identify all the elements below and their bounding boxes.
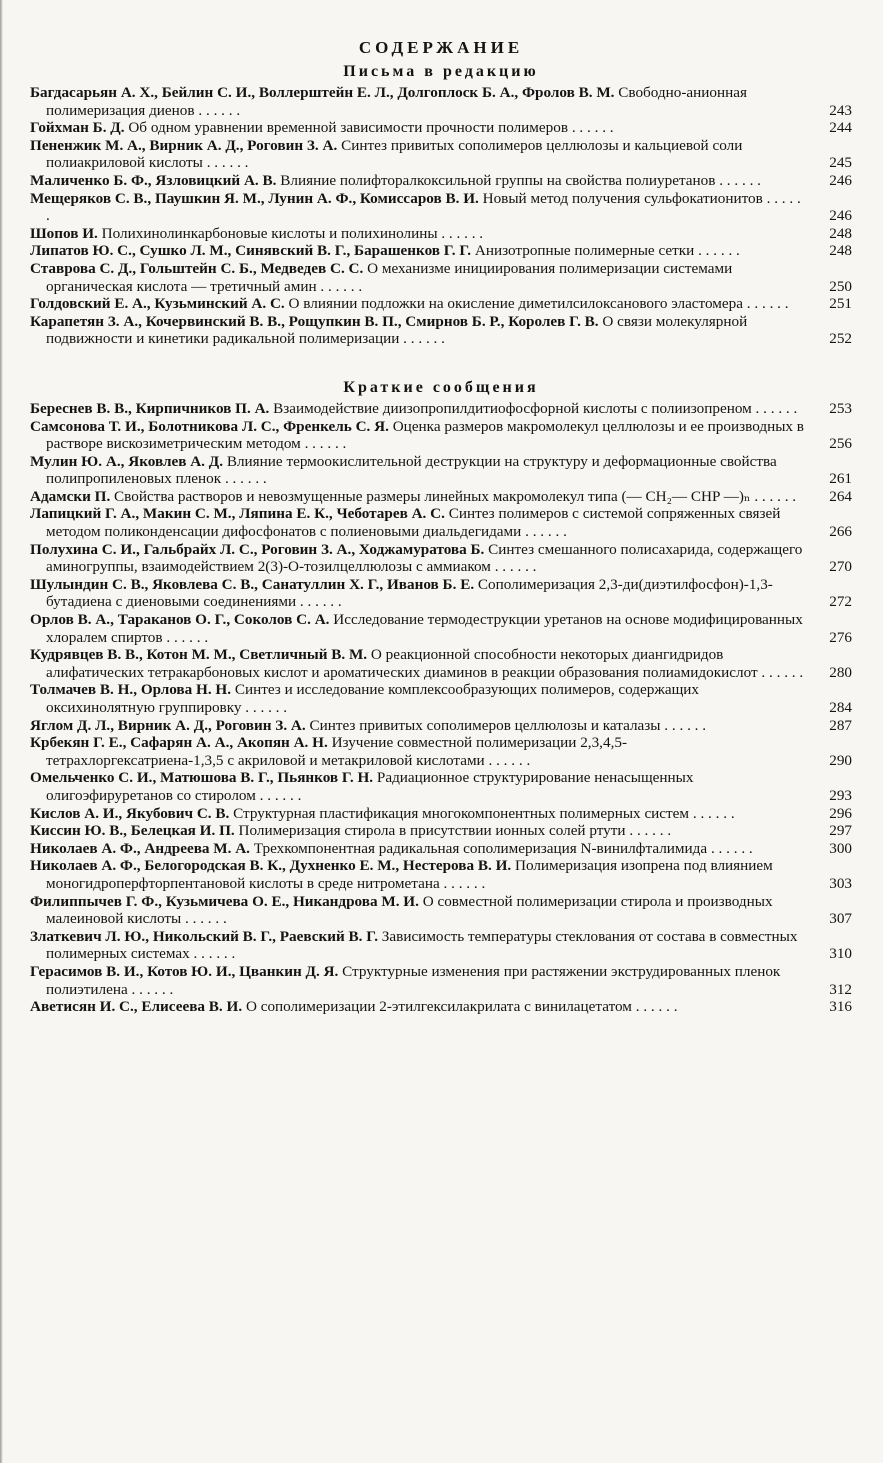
toc-entry-title: Сополимеризация 2,3-ди(диэтилфосфон)-1,3-бутадиена с диеновыми соединениями xyxy=(46,575,773,611)
toc-entry-page-number: 287 xyxy=(829,716,852,734)
toc-entry-text xyxy=(30,822,804,840)
toc-entry-text xyxy=(30,172,804,190)
toc-entry-text xyxy=(30,805,804,823)
toc-entry-authors: Багдасарьян А. Х., Бейлин С. И., Воллерштейн Е. Л., Долгоплоск Б. А., Фролов В. М. xyxy=(30,84,615,101)
toc-entry-title: Зависимость температуры стеклования от состава в совместных полимерных системах xyxy=(46,927,798,963)
toc-entry-page-number: 261 xyxy=(829,470,852,488)
toc-entry-authors: Яглом Д. Л., Вирник А. Д., Роговин З. А. xyxy=(30,716,306,734)
toc-entry-page-number: 316 xyxy=(829,998,852,1016)
toc-entry-text xyxy=(30,400,804,418)
toc-entry xyxy=(30,260,852,295)
toc-entry-title: Трехкомпонентная радикальная сополимеризация N-винилфталимида xyxy=(253,839,708,857)
toc-entry-page-number: 272 xyxy=(829,593,852,611)
toc-entry-dot-leader: . . . . . . xyxy=(189,945,236,963)
toc-entry-title: Радиационное структурирование ненасыщенных олигоэфируретанов со стиролом xyxy=(46,769,694,804)
toc-entry-authors: Адамски П. xyxy=(30,487,111,505)
toc-entry xyxy=(30,418,852,453)
toc-entry-title: Полимеризация стирола в присутствии ионных солей ртути xyxy=(238,822,626,840)
toc-entry-text xyxy=(30,260,804,295)
section-gap xyxy=(30,348,852,376)
toc-entry-authors: Николаев А. Ф., Белогородская В. К., Духненко Е. М., Нестерова В. И. xyxy=(30,857,512,875)
toc-entry xyxy=(30,84,852,119)
toc-entry-title: О влиянии подложки на окисление диметилсилоксанового эластомера xyxy=(288,295,743,313)
toc-entry-title: Новый метод получения сульфокатионитов xyxy=(482,189,763,207)
toc-heading: СОДЕРЖАНИЕ xyxy=(358,38,524,57)
toc-entry-dot-leader: . . . . . . xyxy=(484,751,531,769)
toc-entry-authors: Омельченко С. И., Матюшова В. Г., Пьянков Г. Н. xyxy=(30,769,374,787)
toc-entry-authors: Мещеряков С. В., Паушкин Я. М., Лунин А. Ф., Комиссаров В. И. xyxy=(30,189,479,207)
toc-entry-text xyxy=(30,611,804,646)
toc-entry-dot-leader: . . . . . . xyxy=(316,277,363,295)
toc-entry-authors: Шопов И. xyxy=(30,224,98,242)
toc-entry-authors: Мулин Ю. А., Яковлев А. Д. xyxy=(30,452,224,470)
toc-entry-dot-leader: . . . . . . xyxy=(255,786,302,804)
toc-entry-text xyxy=(30,242,804,260)
toc-entry-title: О механизме инициирования полимеризации системами органическая кислота — третичный амин xyxy=(46,259,733,295)
toc-entry-authors: Самсонова Т. И., Болотникова Л. С., Френкель С. Я. xyxy=(30,417,389,435)
toc-entry xyxy=(30,769,852,804)
toc-entry-authors: Карапетян З. А., Кочервинский В. В., Рощупкин В. П., Смирнов Б. Р., Королев Г. В. xyxy=(30,312,599,330)
toc-entry xyxy=(30,119,852,137)
toc-entry-dot-leader: . . . . . . xyxy=(568,119,614,137)
toc-entry-dot-leader: . . . . . . xyxy=(751,399,798,417)
toc-entry-authors: Лапицкий Г. А., Макин С. М., Ляпина Е. К., Чеботарев А. С. xyxy=(30,505,445,523)
toc-entry-dot-leader: . . . . . . xyxy=(162,628,209,646)
toc-entry-text xyxy=(30,717,804,735)
toc-entry-dot-leader: . . . . . . xyxy=(296,593,342,611)
toc-entry-authors: Гойхман Б. Д. xyxy=(30,119,125,137)
toc-entry-text xyxy=(30,84,804,119)
toc-entry xyxy=(30,646,852,681)
toc-entry-page-number: 244 xyxy=(829,119,852,137)
toc-entry-title: Влияние полифторалкоксильной группы на свойства полиуретанов xyxy=(280,171,716,189)
toc-entry xyxy=(30,190,852,225)
toc-entry-dot-leader: . . . . . . xyxy=(625,822,672,840)
toc-entry xyxy=(30,137,852,172)
toc-entry xyxy=(30,734,852,769)
toc-entry-dot-leader: . . . . . . xyxy=(490,558,537,576)
toc-entry-dot-leader: . . . . . . xyxy=(631,998,678,1016)
toc-entry-text xyxy=(30,857,804,892)
toc-entry-dot-leader: . . . . . . xyxy=(181,910,227,928)
toc-entry-text xyxy=(30,119,804,137)
toc-entry-authors: Николаев А. Ф., Андреева М. А. xyxy=(30,839,250,857)
toc-entry-dot-leader: . . . . . . xyxy=(689,804,735,822)
section-title: Письма в редакцию xyxy=(343,63,539,80)
toc-entry-title: Влияние термоокислительной деструкции на структуру и деформационные свойства полипропиленовых пленок xyxy=(46,452,777,488)
toc-entry-page-number: 307 xyxy=(829,910,852,928)
toc-page xyxy=(30,36,852,1016)
toc-entry-title: Взаимодействие диизопропилдитиофосфорной кислоты с полиизопреном xyxy=(273,399,752,417)
toc-entry-text xyxy=(30,313,804,348)
toc-entry-dot-leader: . . . . . . xyxy=(521,523,567,541)
toc-entry-text xyxy=(30,928,804,963)
toc-entry-authors: Пененжик М. А., Вирник А. Д., Роговин З. А. xyxy=(30,136,338,154)
toc-entry-title: Полимеризация изопрена под влиянием моногидроперфторпентановой кислоты в среде нитрометана xyxy=(46,857,773,892)
toc-entry-dot-leader: . . . . . . xyxy=(399,330,445,348)
toc-entry-authors: Толмачев В. Н., Орлова Н. Н. xyxy=(30,681,232,699)
toc-entry xyxy=(30,488,852,506)
toc-entry-authors: Крбекян Г. Е., Сафарян А. А., Акопян А. Н. xyxy=(30,734,328,752)
toc-entry-page-number: 252 xyxy=(829,330,852,348)
toc-entry-text xyxy=(30,488,804,506)
toc-entry-page-number: 251 xyxy=(829,295,852,313)
toc-entry xyxy=(30,505,852,540)
toc-entry-page-number: 264 xyxy=(829,487,852,505)
toc-entry-page-number: 250 xyxy=(829,277,852,295)
toc-entry-authors: Полухина С. И., Гальбрайх Л. С., Роговин З. А., Ходжамуратова Б. xyxy=(30,540,485,558)
toc-entry xyxy=(30,541,852,576)
toc-sections xyxy=(30,60,852,1016)
toc-entry-page-number: 246 xyxy=(829,171,852,189)
toc-entry-page-number: 256 xyxy=(829,435,852,453)
toc-entry-page-number: 253 xyxy=(829,399,852,417)
toc-entry-page-number: 300 xyxy=(829,839,852,857)
toc-entry-authors: Кислов А. И., Якубович С. В. xyxy=(30,804,230,822)
toc-entry xyxy=(30,400,852,418)
toc-entry-text xyxy=(30,137,804,172)
toc-entry xyxy=(30,313,852,348)
toc-entry-authors: Маличенко Б. Ф., Язловицкий А. В. xyxy=(30,171,277,189)
toc-entry-title: Исследование термодеструкции уретанов на основе модифицированных хлоралем спиртов xyxy=(46,611,803,646)
toc-entry-text xyxy=(30,893,804,928)
toc-entry-page-number: 248 xyxy=(829,224,852,242)
toc-entry-text xyxy=(30,646,804,681)
toc-entry xyxy=(30,576,852,611)
toc-entry-title: Свойства растворов и невозмущенные размеры линейных макромолекул типа (— CH₂— CHP —)ₙ xyxy=(114,487,751,505)
toc-entry xyxy=(30,805,852,823)
toc-entry-authors: Киссин Ю. В., Белецкая И. П. xyxy=(30,822,235,840)
toc-entry-dot-leader: . . . . . . xyxy=(241,699,288,716)
toc-entry-text xyxy=(30,734,804,769)
toc-entry xyxy=(30,840,852,858)
toc-entry xyxy=(30,172,852,190)
toc-entry-title: Синтез и исследование комплексообразующих полимеров, содержащих оксихинолятную группировку xyxy=(46,681,700,716)
toc-entry-page-number: 312 xyxy=(829,980,852,998)
toc-entry-title: О связи молекулярной подвижности и кинетики радикальной полимеризации xyxy=(46,312,748,348)
toc-entry xyxy=(30,681,852,716)
toc-entry-page-number: 310 xyxy=(829,945,852,963)
toc-entry xyxy=(30,611,852,646)
toc-entry-dot-leader: . . . . . . xyxy=(221,470,267,488)
toc-entry-authors: Береснев В. В., Кирпичников П. А. xyxy=(30,399,270,417)
toc-entry-title: Изучение совместной полимеризации 2,3,4,5-тетрахлоргексатриена-1,3,5 с акриловой и метакриловой кислотами xyxy=(46,734,628,769)
toc-entry-dot-leader: . . . . . . xyxy=(439,874,486,892)
toc-entry-page-number: 245 xyxy=(829,154,852,172)
toc-entry-authors: Кудрявцев В. В., Котон М. М., Светличный В. М. xyxy=(30,646,368,664)
toc-entry-dot-leader: . . . . . . xyxy=(750,487,797,505)
toc-entry-text xyxy=(30,998,804,1016)
toc-entry-text xyxy=(30,576,804,611)
toc-entry-page-number: 248 xyxy=(829,242,852,260)
toc-entry-dot-leader: . . . . . . xyxy=(437,224,484,242)
toc-entry-text xyxy=(30,963,804,998)
toc-entry xyxy=(30,893,852,928)
toc-entry-page-number: 266 xyxy=(829,523,852,541)
toc-entry-page-number: 246 xyxy=(829,207,852,225)
toc-entry-page-number: 284 xyxy=(829,699,852,716)
toc-entry-authors: Липатов Ю. С., Сушко Л. М., Синявский В. Г., Барашенков Г. Г. xyxy=(30,242,472,260)
toc-entry-page-number: 243 xyxy=(829,101,852,119)
toc-entry-text xyxy=(30,190,804,225)
toc-entry-title: Синтез полимеров с системой сопряженных связей методом поликонденсации дифосфонатов с полиеновыми диальдегидами xyxy=(46,505,781,541)
toc-entry-dot-leader: . . . . . . xyxy=(707,839,753,857)
toc-entry-authors: Филиппычев Г. Ф., Кузьмичева О. Е., Никандрова М. И. xyxy=(30,892,419,910)
toc-entry-title: Синтез привитых сополимеров целлюлозы и кальциевой соли полиакриловой кислоты xyxy=(46,136,743,172)
toc-entry-dot-leader: . . . . . . xyxy=(202,154,249,172)
toc-entry-dot-leader: . . . . . . xyxy=(46,189,801,225)
toc-entry-dot-leader: . . . . . . xyxy=(660,716,707,734)
toc-entry-title: Полихинолинкарбоновые кислоты и полихинолины xyxy=(101,224,438,242)
scan-edge-shadow xyxy=(0,0,3,1463)
toc-entry-authors: Шулындин С. В., Яковлева С. В., Санатуллин Х. Г., Иванов Б. Е. xyxy=(30,575,475,593)
toc-entry-authors: Орлов В. А., Тараканов О. Г., Соколов С. А. xyxy=(30,611,330,629)
toc-entry-dot-leader: . . . . . . xyxy=(300,435,347,453)
toc-entry-title: Синтез привитых сополимеров целлюлозы и каталазы xyxy=(309,716,661,734)
toc-entry xyxy=(30,963,852,998)
toc-entry xyxy=(30,295,852,313)
toc-entry-page-number: 303 xyxy=(829,874,852,892)
toc-entry-title: О совместной полимеризации стирола и производных малеиновой кислоты xyxy=(46,892,773,928)
toc-entry-dot-leader: . . . . . . xyxy=(757,663,804,681)
toc-entry-title: Оценка размеров макромолекул целлюлозы и ее производных в растворе вискозиметрическим методом xyxy=(46,417,804,453)
toc-entry-page-number: 290 xyxy=(829,751,852,769)
toc-entry-text xyxy=(30,840,804,858)
toc-entry-title: О сополимеризации 2-этилгексилакрилата с винилацетатом xyxy=(245,998,632,1016)
toc-entry-page-number: 280 xyxy=(829,663,852,681)
toc-entry xyxy=(30,453,852,488)
toc-entry-title: Об одном уравнении временной зависимости прочности полимеров xyxy=(128,119,569,137)
toc-entry-page-number: 270 xyxy=(829,558,852,576)
toc-entry-title: Синтез смешанного полисахарида, содержащего аминогруппы, взаимодействием 2(3)-О-тозилцеллюлозы с аммиаком xyxy=(46,540,803,576)
toc-entry-text xyxy=(30,769,804,804)
toc-entry-dot-leader: . . . . . . xyxy=(127,980,174,998)
toc-entry-page-number: 293 xyxy=(829,786,852,804)
toc-entry xyxy=(30,928,852,963)
toc-entry-text xyxy=(30,541,804,576)
toc-entry-page-number: 276 xyxy=(829,628,852,646)
toc-entry-title: Структурные изменения при растяжении экструдированных пленок полиэтилена xyxy=(46,962,781,998)
toc-entry-text xyxy=(30,418,804,453)
toc-entry-dot-leader: . . . . . . xyxy=(715,171,761,189)
toc-entry-text xyxy=(30,295,804,313)
toc-entry-text xyxy=(30,505,804,540)
toc-entry-title: О реакционной способности некоторых диангидридов алифатических тетракарбоновых кислот и ароматических диаминов в реакции образования полиамидокислот xyxy=(46,646,758,681)
toc-entry-authors: Голдовский Е. А., Кузьминский А. С. xyxy=(30,295,285,313)
toc-entry-page-number: 297 xyxy=(829,822,852,840)
toc-entry-authors: Аветисян И. С., Елисеева В. И. xyxy=(30,998,243,1016)
toc-entry-dot-leader: . . . . . . xyxy=(194,101,241,119)
section-title: Краткие сообщения xyxy=(343,378,539,396)
toc-entry-text xyxy=(30,453,804,488)
toc-entry-dot-leader: . . . . . . xyxy=(742,295,789,313)
toc-entry xyxy=(30,998,852,1016)
toc-entry-authors: Златкевич Л. Ю., Никольский В. Г., Раевский В. Г. xyxy=(30,927,378,945)
toc-entry xyxy=(30,242,852,260)
toc-entry-dot-leader: . . . . . . xyxy=(694,242,740,260)
toc-entry-page-number: 296 xyxy=(829,804,852,822)
toc-entry-text xyxy=(30,225,804,243)
toc-entry xyxy=(30,717,852,735)
toc-entry-title: Структурная пластификация многокомпонентных полимерных систем xyxy=(233,804,690,822)
toc-entry xyxy=(30,822,852,840)
toc-entry-text xyxy=(30,681,804,716)
toc-entry-title: Анизотропные полимерные сетки xyxy=(474,242,695,260)
toc-entry-title: Свободно-анионная полимеризация диенов xyxy=(46,84,748,119)
toc-entry xyxy=(30,225,852,243)
toc-entry-authors: Ставрова С. Д., Гольштейн С. Б., Медведев С. С. xyxy=(30,259,364,277)
toc-entry-authors: Герасимов В. И., Котов Ю. И., Цванкин Д. Я. xyxy=(30,962,339,980)
toc-entry xyxy=(30,857,852,892)
